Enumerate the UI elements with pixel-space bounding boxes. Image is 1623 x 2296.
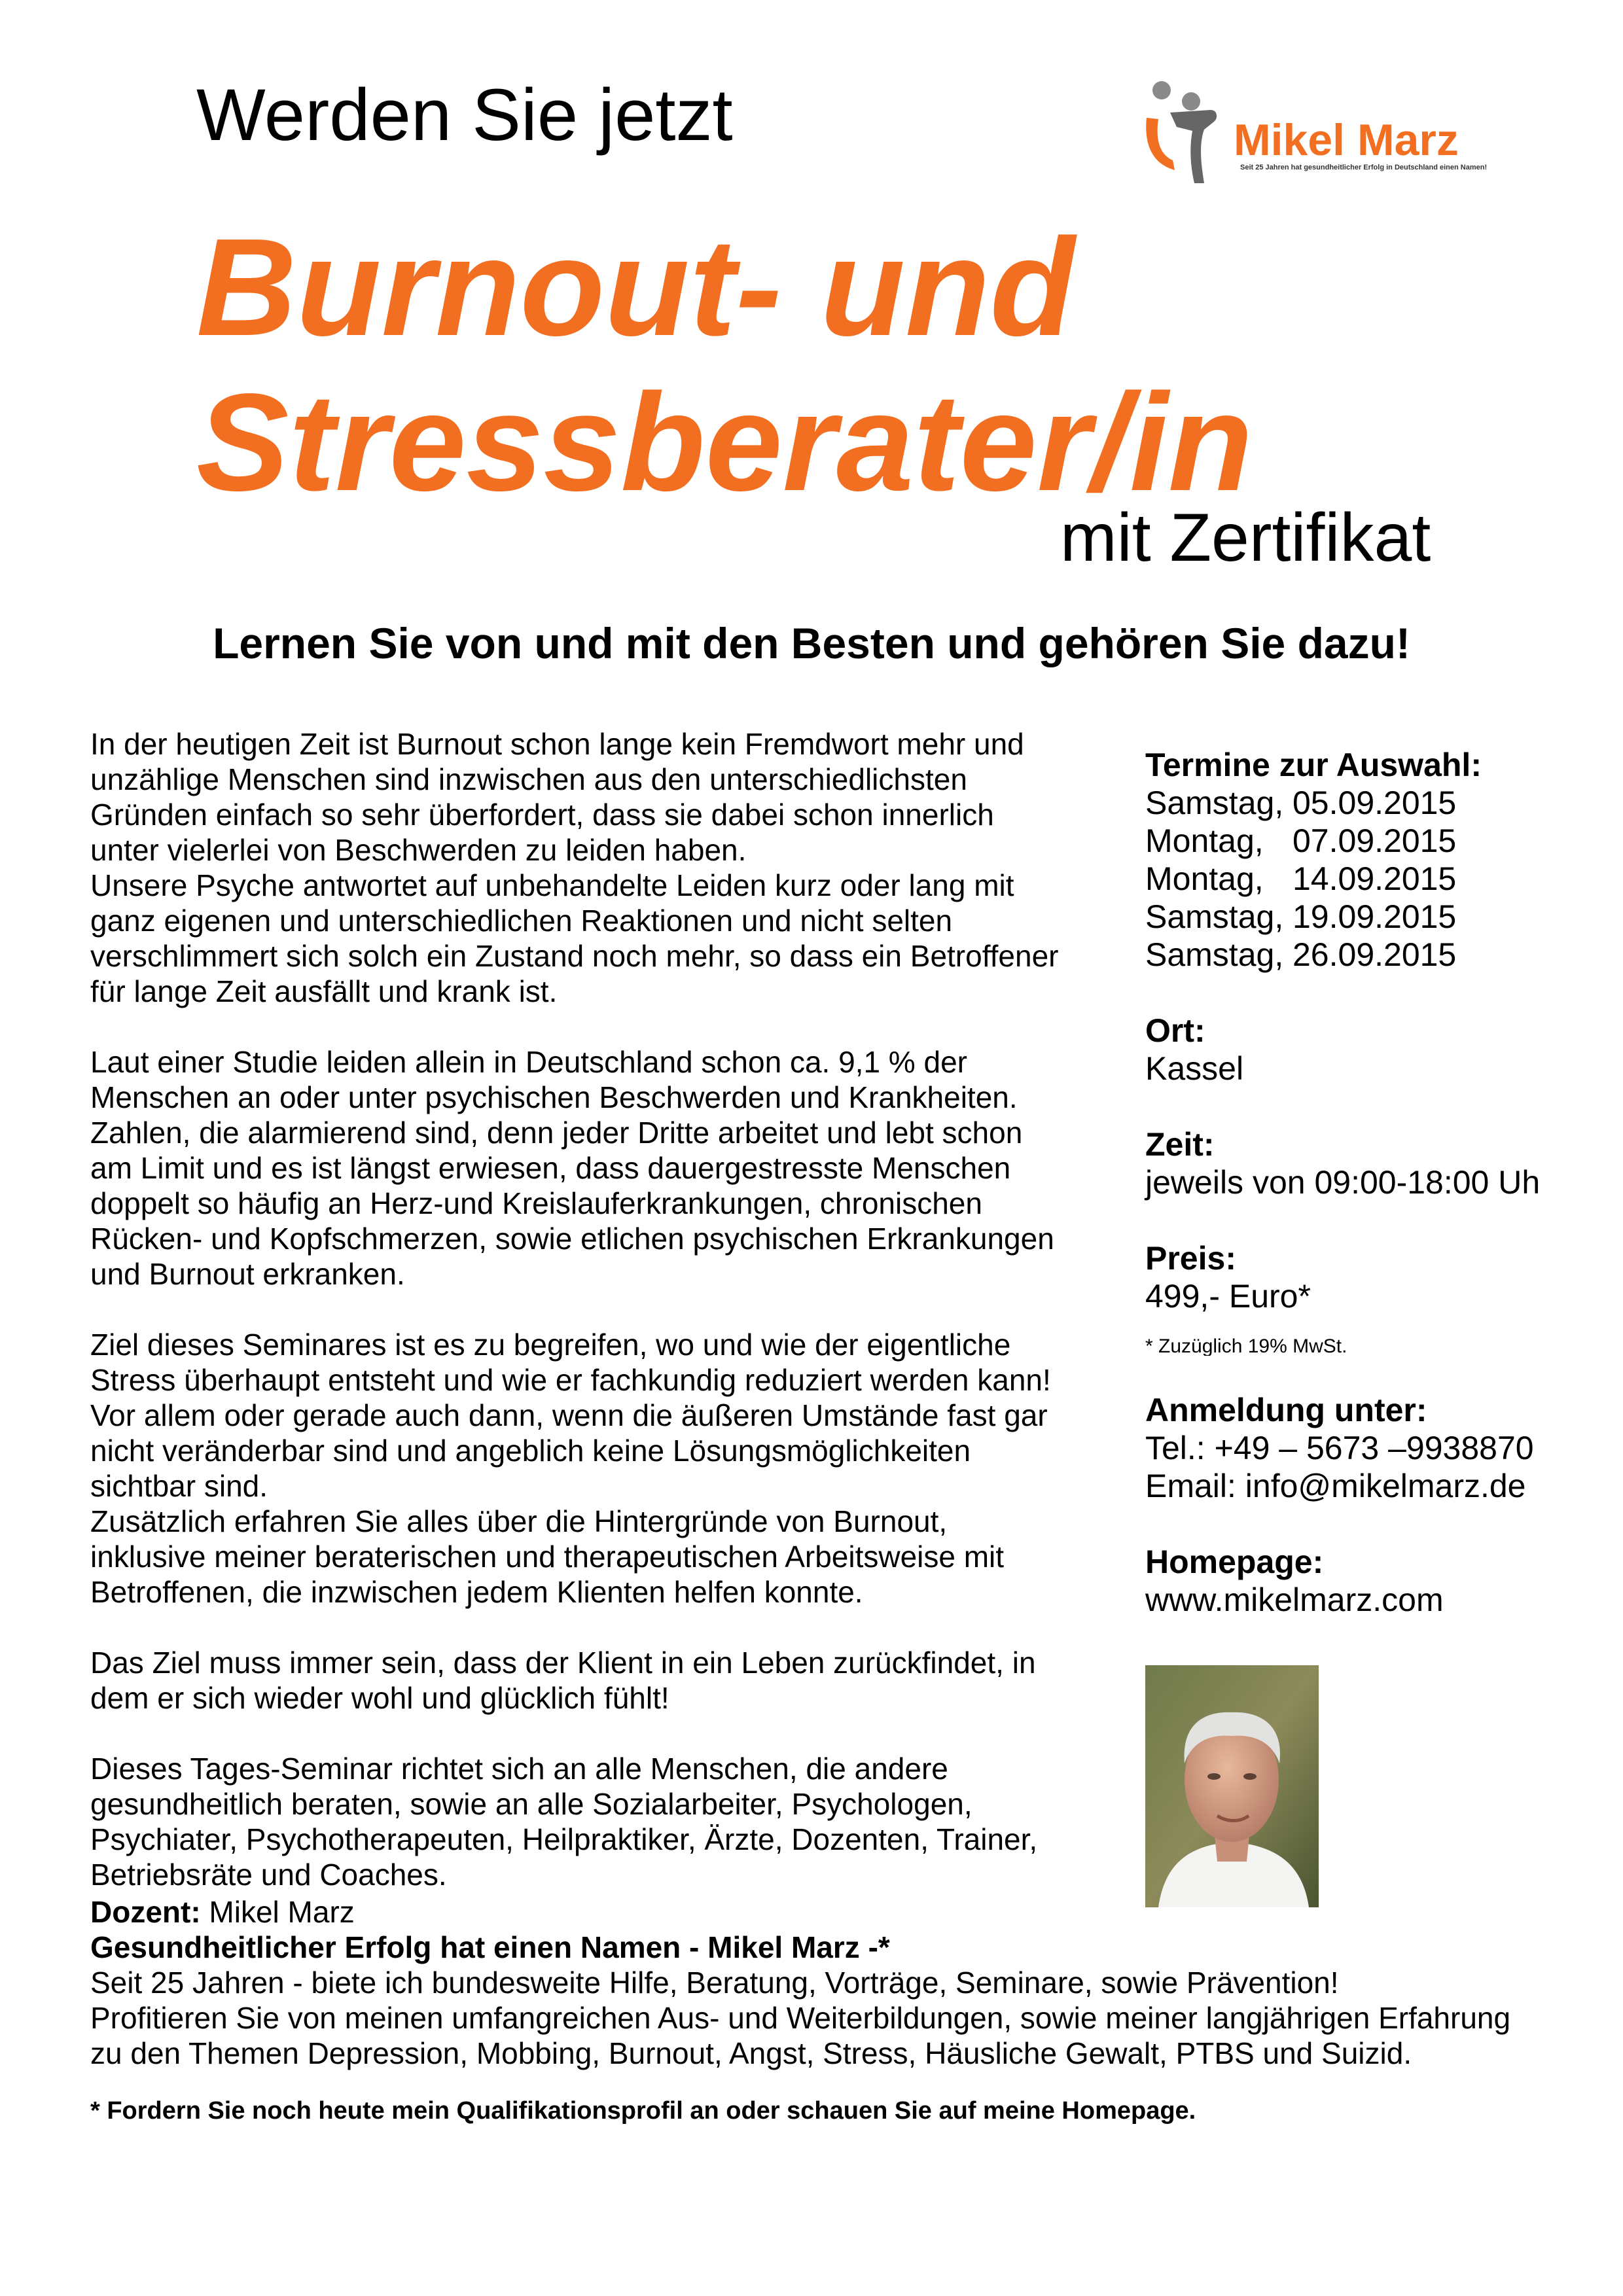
bio-line-1: Seit 25 Jahren - biete ich bundesweite Hilfe, Beratung, Vorträge, Seminare, sowie Prävention! <box>90 1966 1339 2000</box>
registration-label: Anmeldung unter: <box>1145 1392 1427 1428</box>
text-line: Rücken- und Kopfschmerzen, sowie etlichen psychischen Erkrankungen <box>90 1222 1054 1256</box>
price-value: 499,- Euro* <box>1145 1278 1311 1315</box>
time-value: jeweils von 09:00-18:00 Uh <box>1145 1164 1541 1201</box>
text-line: dem er sich wieder wohl und glücklich fühlt! <box>90 1681 669 1715</box>
text-line: Laut einer Studie leiden allein in Deutschland schon ca. 9,1 % der <box>90 1045 967 1079</box>
info-sidebar <box>1145 746 1603 1657</box>
paragraph-2 <box>90 1044 1092 1292</box>
date-day: Montag, <box>1145 822 1264 859</box>
lecturer-line <box>90 1894 1563 1930</box>
lecturer-name: Mikel Marz <box>200 1895 355 1929</box>
slogan: Gesundheitlicher Erfolg hat einen Namen - Mikel Marz -* <box>90 1930 890 1964</box>
email-address: Email: info@mikelmarz.de <box>1145 1468 1526 1504</box>
date-day: Samstag, <box>1145 898 1284 935</box>
text-line: Zusätzlich erfahren Sie alles über die Hintergründe von Burnout, <box>90 1504 948 1538</box>
price-label: Preis: <box>1145 1240 1236 1277</box>
bio-line-2: Profitieren Sie von meinen umfangreichen Aus- und Weiterbildungen, sowie meiner langjährigen Erfahrung <box>90 2001 1511 2035</box>
headline-line-1: Burnout- und <box>196 209 1075 364</box>
text-line: In der heutigen Zeit ist Burnout schon lange kein Fremdwort mehr und <box>90 727 1024 761</box>
homepage-label: Homepage: <box>1145 1544 1324 1580</box>
homepage-section <box>1145 1543 1603 1619</box>
text-line: gesundheitlich beraten, sowie an alle Sozialarbeiter, Psychologen, <box>90 1787 972 1821</box>
lecturer-section <box>90 1894 1563 2071</box>
text-line: am Limit und es ist längst erwiesen, dass dauergestresste Menschen <box>90 1151 1011 1185</box>
text-line: unzählige Menschen sind inzwischen aus den unterschiedlichsten <box>90 762 967 796</box>
date-item <box>1145 898 1603 936</box>
date-day: Samstag, <box>1145 785 1284 821</box>
text-line: unter vielerlei von Beschwerden zu leiden haben. <box>90 833 747 867</box>
date-value: 05.09.2015 <box>1293 785 1457 821</box>
subtitle: mit Zertifikat <box>1060 500 1431 576</box>
headline-line-2: Stressberater/in <box>196 364 1253 520</box>
text-line: Vor allem oder gerade auch dann, wenn die äußeren Umstände fast gar <box>90 1398 1048 1432</box>
location-label: Ort: <box>1145 1012 1205 1049</box>
text-line: nicht veränderbar sind und angeblich keine Lösungsmöglichkeiten <box>90 1434 971 1468</box>
text-line: für lange Zeit ausfällt und krank ist. <box>90 974 558 1008</box>
time-label: Zeit: <box>1145 1126 1215 1163</box>
date-value: 26.09.2015 <box>1293 936 1457 973</box>
body-text <box>90 726 1092 1928</box>
text-line: sichtbar sind. <box>90 1469 268 1503</box>
text-line: Gründen einfach so sehr überfordert, dass sie dabei schon innerlich <box>90 798 994 832</box>
vat-note: * Zuzüglich 19% MwSt. <box>1145 1335 1347 1356</box>
text-line: Unsere Psyche antwortet auf unbehandelte Leiden kurz oder lang mit <box>90 868 1014 902</box>
text-line: Psychiater, Psychotherapeuten, Heilpraktiker, Ärzte, Dozenten, Trainer, <box>90 1822 1038 1856</box>
text-line: inklusive meiner beraterischen und therapeutischen Arbeitsweise mit <box>90 1540 1005 1574</box>
bio-line-3: zu den Themen Depression, Mobbing, Burnout, Angst, Stress, Häusliche Gewalt, PTBS und Suizid. <box>90 2036 1412 2070</box>
text-line: Zahlen, die alarmierend sind, denn jeder Dritte arbeitet und lebt schon <box>90 1116 1023 1150</box>
text-line: Dieses Tages-Seminar richtet sich an alle Menschen, die andere <box>90 1752 948 1786</box>
text-line: doppelt so häufig an Herz-und Kreislauferkrankungen, chronischen <box>90 1186 982 1220</box>
text-line: verschlimmert sich solch ein Zustand noch mehr, so dass ein Betroffener <box>90 939 1059 973</box>
time-section <box>1145 1125 1603 1201</box>
date-item <box>1145 784 1603 822</box>
location-section <box>1145 1012 1603 1087</box>
paragraph-4 <box>90 1645 1092 1716</box>
portrait-photo <box>1145 1665 1319 1907</box>
date-item <box>1145 822 1603 860</box>
date-value: 19.09.2015 <box>1293 898 1457 935</box>
date-item <box>1145 936 1603 974</box>
phone-number: Tel.: +49 – 5673 –9938870 <box>1145 1430 1534 1466</box>
text-line: und Burnout erkranken. <box>90 1257 405 1291</box>
text-line: Betroffenen, die inzwischen jedem Klienten helfen konnte. <box>90 1575 863 1609</box>
lecturer-label: Dozent: <box>90 1895 201 1929</box>
text-line: Das Ziel muss immer sein, dass der Klient in ein Leben zurückfindet, in <box>90 1646 1036 1680</box>
text-line: Menschen an oder unter psychischen Beschwerden und Krankheiten. <box>90 1080 1018 1114</box>
date-day: Samstag, <box>1145 936 1284 973</box>
price-section <box>1145 1239 1603 1315</box>
paragraph-1 <box>90 726 1092 1009</box>
footnote: * Fordern Sie noch heute mein Qualifikationsprofil an oder schauen Sie auf meine Homepage. <box>90 2097 1196 2125</box>
registration-section <box>1145 1391 1603 1505</box>
text-line: Stress überhaupt entsteht und wie er fachkundig reduziert werden kann! <box>90 1363 1051 1397</box>
date-value: 07.09.2015 <box>1293 822 1457 859</box>
tagline: Lernen Sie von und mit den Besten und gehören Sie dazu! <box>213 619 1410 667</box>
dates-section <box>1145 746 1603 974</box>
location-value: Kassel <box>1145 1050 1244 1087</box>
headline <box>196 209 1253 520</box>
date-day: Montag, <box>1145 860 1264 897</box>
intro-heading: Werden Sie jetzt <box>196 74 733 156</box>
text-line: Ziel dieses Seminares ist es zu begreifen, wo und wie der eigentliche <box>90 1328 1011 1362</box>
date-value: 14.09.2015 <box>1293 860 1457 897</box>
logo-tagline: Seit 25 Jahren hat gesundheitlicher Erfolg in Deutschland einen Namen! <box>1240 164 1488 171</box>
text-line: Betriebsräte und Coaches. <box>90 1858 447 1892</box>
paragraph-5 <box>90 1751 1092 1892</box>
text-line: ganz eigenen und unterschiedlichen Reaktionen und nicht selten <box>90 904 953 938</box>
dates-label: Termine zur Auswahl: <box>1145 747 1482 783</box>
logo-name: Mikel Marz <box>1234 115 1459 165</box>
homepage-link[interactable]: www.mikelmarz.com <box>1145 1581 1444 1618</box>
date-item <box>1145 860 1603 898</box>
paragraph-3 <box>90 1327 1092 1610</box>
